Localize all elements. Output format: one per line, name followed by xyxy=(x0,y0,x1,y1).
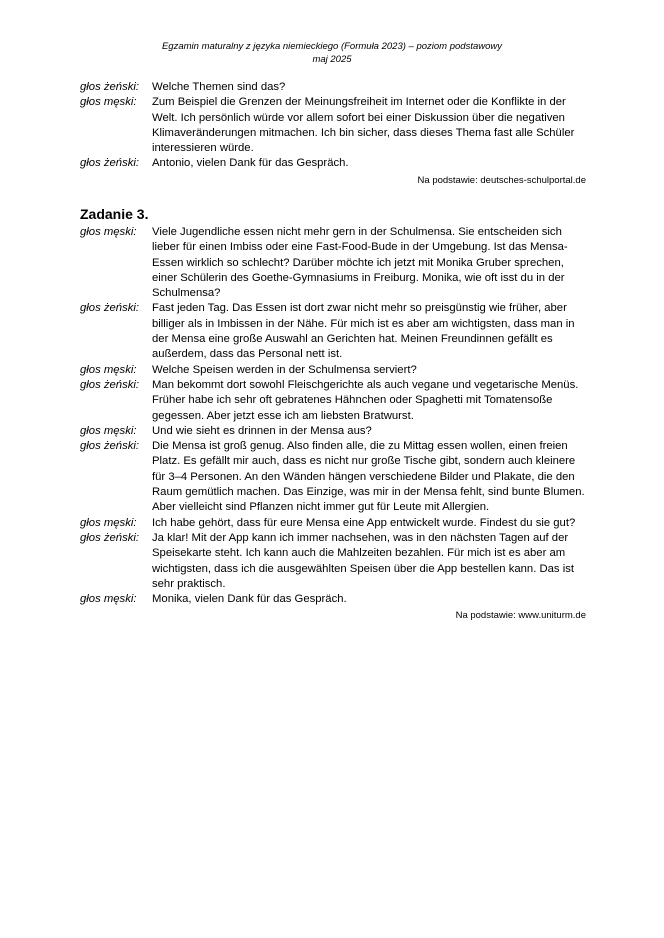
dialogue-text: Ich habe gehört, dass für eure Mensa eine App entwickelt wurde. Findest du sie gut? xyxy=(152,516,576,529)
dialogue-text: Und wie sieht es drinnen in der Mensa aus? xyxy=(152,424,372,437)
dialogue-text: Fast jeden Tag. Das Essen ist dort zwar nicht mehr so preisgünstig wie früher, aber billiger als in Imbissen in der Nähe. Für mich ist es aber am wichtigsten, dass man in der Mensa eine große Auswahl an Gerichten hat. Meinen Freundinnen gefällt es außerdem, dass das Personal nett ist. xyxy=(152,302,575,361)
dialogue-line xyxy=(80,439,590,515)
dialogue-text: Viele Jugendliche essen nicht mehr gern in der Schulmensa. Sie entscheiden sich lieber für einen Imbiss oder eine Fast-Food-Bude in der Umgebung. Ist das Mensa-Essen wirklich so schlecht? Darüber möchte ich jetzt mit Monika Gruber sprechen, einer Schülerin des Goethe-Gymnasiums in Freiburg. Monika, wie oft isst du in der Schulmensa? xyxy=(152,226,568,300)
source-note: Na podstawie: deutsches-schulportal.de xyxy=(417,174,586,186)
source-note: Na podstawie: www.uniturm.de xyxy=(455,610,586,622)
dialogue-text: Welche Themen sind das? xyxy=(152,81,286,93)
dialogue-text: Zum Beispiel die Grenzen der Meinungsfreiheit im Internet oder die Konflikte in der Welt. Ich persönlich würde vor allem sofort bei einer Diskussion über die negativen Klimaveränderungen mitmachen. Ich bin sicher, dass dieses Thema fast alle Schüler interessieren würde. xyxy=(152,96,575,155)
section1-dialogue xyxy=(80,80,590,187)
page-header xyxy=(0,40,664,66)
speaker-label: głos żeński: xyxy=(80,302,140,315)
speaker-label: głos żeński: xyxy=(80,531,140,544)
dialogue-text: Die Mensa ist groß genug. Also finden alle, die zu Mittag essen wollen, einen freien Platz. Es gefällt mir auch, dass es nicht nur große Tische gibt, sondern auch kleinere für 3–4 Personen. An den Wänden hängen verschiedene Bilder und Plakate, die den Raum gemütlich machen. Das Einzige, was mir in der Mensa fehlt, sind bunte Blumen. Aber vielleicht sind Pflanzen nicht immer gut für Leute mit Allergien. xyxy=(152,440,585,514)
speaker-label: głos żeński: xyxy=(80,81,140,93)
speaker-label: głos męski: xyxy=(80,96,137,109)
dialogue-text: Welche Speisen werden in der Schulmensa serviert? xyxy=(152,363,417,376)
speaker-label: głos męski: xyxy=(80,226,137,238)
speaker-label: głos męski: xyxy=(80,424,137,437)
dialogue-line xyxy=(80,516,590,531)
dialogue-line xyxy=(80,363,590,378)
speaker-label: głos męski: xyxy=(80,363,137,376)
dialogue-line xyxy=(80,424,590,439)
speaker-label: głos żeński: xyxy=(80,440,140,453)
dialogue-text: Ja klar! Mit der App kann ich immer nachsehen, was in den nächsten Tagen auf der Speisekarte steht. Ich kann auch die Mahlzeiten bezahlen. Für mich ist es aber am wichtigsten, dass ich die ausgewählten Speisen über die App bestellen kann. Das ist sehr praktisch. xyxy=(152,531,575,590)
dialogue-line xyxy=(80,378,590,424)
task3-dialogue xyxy=(80,225,590,622)
speaker-label: głos męski: xyxy=(80,593,137,606)
dialogue-line xyxy=(80,95,590,156)
speaker-label: głos żeński: xyxy=(80,378,140,391)
speaker-label: głos męski: xyxy=(80,516,137,529)
exam-title: Egzamin maturalny z języka niemieckiego (Formuła 2023) – poziom podstawowy xyxy=(161,41,503,52)
task-title: Zadanie 3. xyxy=(80,206,149,222)
dialogue-line xyxy=(80,225,590,301)
dialogue-line xyxy=(80,531,590,592)
dialogue-line xyxy=(80,80,590,95)
speaker-label: głos żeński: xyxy=(80,157,140,170)
dialogue-text: Monika, vielen Dank für das Gespräch. xyxy=(152,593,347,606)
dialogue-text: Man bekommt dort sowohl Fleischgerichte als auch vegane und vegetarische Menüs. Früher habe ich sehr oft gebratenes Hähnchen oder Spaghetti mit Tomatensoße gegessen. Aber jetzt esse ich am liebsten Bratwurst. xyxy=(152,378,579,422)
dialogue-line xyxy=(80,301,590,362)
dialogue-line xyxy=(80,156,590,171)
dialogue-line xyxy=(80,592,590,607)
dialogue-text: Antonio, vielen Dank für das Gespräch. xyxy=(152,157,349,170)
exam-date: maj 2025 xyxy=(312,54,352,65)
